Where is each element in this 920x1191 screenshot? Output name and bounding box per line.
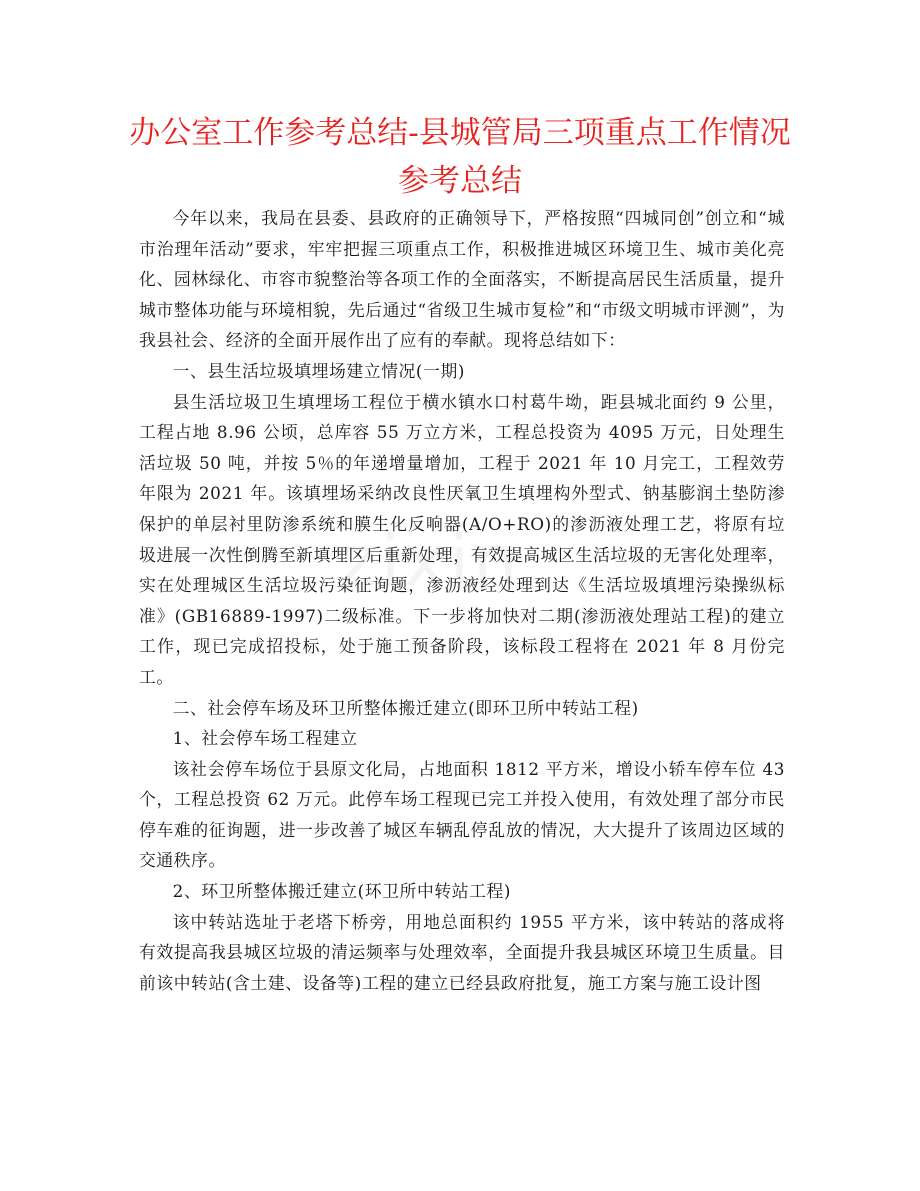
document-title-line-2: 参考总结 bbox=[398, 163, 522, 199]
intro-paragraph: 今年以来，我局在县委、县政府的正确领导下，严格按照“四城同创”创立和“城市治理年活动”要求，牢牢把握三项重点工作，积极推进城区环境卫生、城市美化亮化、园林绿化、市容市貌整治等各项工作的全面落实，不断提高居民生活质量，提升城市整体功能与环境相貌，先后通过“省级卫生城市复检”和“市级文明城市评测”，为我县社会、经济的全面开展作出了应有的奉献。现将总结如下： bbox=[139, 208, 785, 351]
document-title-line-1: 办公室工作参考总结-县城管局三项重点工作情况 bbox=[129, 115, 791, 151]
landfill-paragraph: 县生活垃圾卫生填埋场工程位于横水镇水口村葛牛坳，距县城北面约 9 公里，工程占地 8.96 公顷，总库容 55 万立方米，工程总投资为 4095 万元，日处理生活垃圾 50 吨，并按 5％的年递增量增加，工程于 2021 年 10 月完工，工程效劳年限为 2021 年。该填埋场采纳改良性厌氧卫生填埋构外型式、钠基膨润土垫防渗保护的单层衬里防渗系统和膜生化反响器(A/O+RO)的渗沥液处理工艺，将原有垃圾进展一次性倒腾至新填埋区后重新处理，有效提高城区生活垃圾的无害化处理率，实在处理城区生活垃圾污染征询题，渗沥液经处理到达《生活垃圾填埋污染操纵标准》(GB16889-1997)二级标准。下一步将加快对二期(渗沥液处理站工程)的建立工作，现已完成招投标，处于施工预备阶段，该标段工程将在 2021 年 8 月份完工。 bbox=[139, 391, 785, 687]
transfer-station-paragraph: 该中转站选址于老塔下桥旁，用地总面积约 1955 平方米，该中转站的落成将有效提高我县城区垃圾的清运频率与处理效率，全面提升我县城区环境卫生质量。目前该中转站(含土建、设备等)工程的建立已经县政府批复，施工方案与施工设计图 bbox=[139, 911, 785, 993]
section-heading-landfill: 一、县生活垃圾填埋场建立情况(一期) bbox=[172, 360, 465, 381]
subheading-parking: 1、社会停车场工程建立 bbox=[172, 728, 358, 749]
section-heading-parking-sanitation: 二、社会停车场及环卫所整体搬迁建立(即环卫所中转站工程) bbox=[172, 697, 639, 718]
document-body bbox=[139, 203, 785, 998]
parking-paragraph: 该社会停车场位于县原文化局，占地面积 1812 平方米，增设小轿车停车位 43 个，工程总投资 62 万元。此停车场工程现已完工并投入使用，有效处理了部分市民停车难的征询题，进一步改善了城区车辆乱停乱放的情况，大大提升了该周边区域的交通秩序。 bbox=[139, 758, 785, 871]
subheading-transfer-station: 2、环卫所整体搬迁建立(环卫所中转站工程) bbox=[172, 881, 512, 902]
